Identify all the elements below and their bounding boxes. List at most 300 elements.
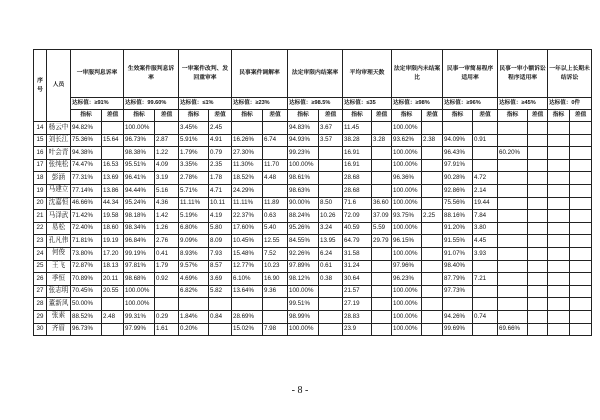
gap-cell [528, 323, 548, 336]
header-gap: 差值 [319, 110, 343, 122]
indicator-cell: 2.78% [179, 172, 209, 185]
indicator-cell: 31.24 [343, 260, 372, 273]
indicator-cell: 91.07% [443, 247, 473, 260]
header-gap: 差值 [263, 110, 288, 122]
gap-cell [209, 323, 232, 336]
person-name: 叶会青 [47, 147, 71, 160]
indicator-cell [498, 122, 528, 135]
indicator-cell: 99.51% [288, 298, 319, 311]
indicator-cell: 91.55% [443, 235, 473, 248]
indicator-cell: 96.73% [71, 323, 102, 336]
indicator-cell: 94.44% [124, 184, 155, 197]
gap-cell: 1.61 [155, 323, 179, 336]
indicator-cell: 91.20% [443, 222, 473, 235]
gap-cell: 36.60 [372, 197, 392, 210]
gap-cell: 2.87 [155, 134, 179, 147]
indicator-cell: 94.38% [71, 147, 102, 160]
header-indicator: 指标 [124, 110, 155, 122]
person-name: 马建立 [47, 184, 71, 197]
gap-cell: 18.60 [102, 222, 124, 235]
indicator-cell: 4.69% [179, 273, 209, 286]
page-number: - 8 - [291, 385, 309, 396]
gap-cell: 8.50 [319, 197, 343, 210]
header-group-title: 民事一审小额诉讼程序适用率 [498, 50, 548, 98]
person-name: 易松 [47, 222, 71, 235]
indicator-cell: 95.24% [124, 197, 155, 210]
indicator-cell: 50.00% [71, 298, 102, 311]
row-number: 25 [34, 260, 47, 273]
gap-cell: 4.45 [473, 235, 498, 248]
gap-cell: 3.69 [209, 273, 232, 286]
indicator-cell: 11.11% [179, 197, 209, 210]
gap-cell [473, 147, 498, 160]
gap-cell: 4.72 [473, 172, 498, 185]
table-row [34, 260, 592, 273]
person-name: 张纯松 [47, 159, 71, 172]
indicator-cell: 8.93% [179, 247, 209, 260]
indicator-cell: 38.28 [343, 134, 372, 147]
person-name: 何俊 [47, 247, 71, 260]
gap-cell [570, 285, 592, 298]
indicator-cell: 97.96% [392, 260, 422, 273]
header-indicator: 指标 [179, 110, 209, 122]
indicator-cell [498, 222, 528, 235]
gap-cell: 0.92 [155, 273, 179, 286]
gap-cell: 4.19 [209, 210, 232, 223]
indicator-cell: 96.36% [392, 172, 422, 185]
gap-cell: 4.09 [155, 159, 179, 172]
gap-cell: 5.59 [372, 222, 392, 235]
indicator-cell: 18.52% [232, 172, 263, 185]
gap-cell: 17.20 [102, 247, 124, 260]
indicator-cell: 90.00% [288, 197, 319, 210]
indicator-cell: 93.75% [392, 210, 422, 223]
gap-cell: 0.63 [263, 210, 288, 223]
indicator-cell: 100.00% [392, 159, 422, 172]
person-name: 王飞 [47, 260, 71, 273]
indicator-cell [498, 285, 528, 298]
gap-cell [528, 273, 548, 286]
indicator-cell [498, 159, 528, 172]
gap-cell: 19.19 [102, 235, 124, 248]
indicator-cell: 88.24% [288, 210, 319, 223]
header-group-target: 达标值：≥98% [392, 98, 443, 110]
gap-cell: 0.84 [209, 310, 232, 323]
gap-cell [422, 298, 443, 311]
indicator-cell: 94.82% [71, 122, 102, 135]
indicator-cell: 5.19% [179, 210, 209, 223]
gap-cell [102, 298, 124, 311]
indicator-cell [443, 122, 473, 135]
gap-cell [319, 147, 343, 160]
indicator-cell: 22.37% [232, 210, 263, 223]
gap-cell [422, 285, 443, 298]
indicator-cell [548, 147, 570, 160]
indicator-cell: 28.68 [343, 172, 372, 185]
header-indicator: 指标 [443, 110, 473, 122]
gap-cell [372, 310, 392, 323]
indicator-cell: 100.00% [124, 298, 155, 311]
indicator-cell: 3.35% [179, 159, 209, 172]
indicator-cell: 70.45% [71, 285, 102, 298]
row-number: 22 [34, 222, 47, 235]
indicator-cell: 96.84% [124, 235, 155, 248]
gap-cell [570, 172, 592, 185]
indicator-cell: 31.58 [343, 247, 372, 260]
gap-cell [570, 147, 592, 160]
indicator-cell: 94.26% [443, 310, 473, 323]
gap-cell [528, 159, 548, 172]
indicator-cell: 23.9 [343, 323, 372, 336]
row-number: 27 [34, 285, 47, 298]
indicator-cell: 6.80% [179, 222, 209, 235]
header-group-target: 达标值：0件 [548, 98, 592, 110]
indicator-cell: 94.93% [288, 134, 319, 147]
gap-cell: 0.41 [155, 247, 179, 260]
indicator-cell [548, 172, 570, 185]
indicator-cell: 99.23% [288, 147, 319, 160]
person-name: 齐眉 [47, 323, 71, 336]
indicator-cell: 21.57 [343, 285, 372, 298]
indicator-cell [548, 247, 570, 260]
indicator-cell: 16.26% [232, 134, 263, 147]
table-row [34, 273, 592, 286]
gap-cell [372, 184, 392, 197]
indicator-cell [232, 298, 263, 311]
gap-cell: 1.22 [155, 147, 179, 160]
header-group-target: 达标值：≥98.5% [288, 98, 343, 110]
table-row [34, 184, 592, 197]
indicator-cell: 100.00% [392, 222, 422, 235]
gap-cell: 2.45 [209, 122, 232, 135]
gap-cell: 11.70 [263, 159, 288, 172]
gap-cell: 37.09 [372, 210, 392, 223]
gap-cell [263, 184, 288, 197]
gap-cell [422, 184, 443, 197]
header-group-title: 民事案件调解率 [232, 50, 288, 98]
gap-cell [319, 298, 343, 311]
performance-table [33, 49, 592, 336]
indicator-cell: 60.20% [498, 147, 528, 160]
indicator-cell: 0.20% [179, 323, 209, 336]
gap-cell: 8.57 [209, 260, 232, 273]
gap-cell [263, 298, 288, 311]
gap-cell: 2.35 [209, 159, 232, 172]
indicator-cell [498, 247, 528, 260]
gap-cell: 6.74 [263, 134, 288, 147]
header-indicator: 指标 [71, 110, 102, 122]
indicator-cell: 28.69% [232, 310, 263, 323]
indicator-cell: 88.52% [71, 310, 102, 323]
indicator-cell [498, 210, 528, 223]
gap-cell [422, 122, 443, 135]
header-group-title: 法定审限内结案率 [288, 50, 343, 98]
gap-cell: 44.34 [102, 197, 124, 210]
row-number: 14 [34, 122, 47, 135]
gap-cell [570, 159, 592, 172]
gap-cell: 3.80 [473, 222, 498, 235]
indicator-cell [498, 260, 528, 273]
person-name: 张志明 [47, 285, 71, 298]
gap-cell: 4.36 [155, 197, 179, 210]
header-group-target: 达标值：≤35 [343, 98, 392, 110]
gap-cell: 3.24 [319, 222, 343, 235]
gap-cell [263, 147, 288, 160]
indicator-cell: 15.48% [232, 247, 263, 260]
gap-cell: 5.80 [209, 222, 232, 235]
table-row [34, 210, 592, 223]
gap-cell [528, 285, 548, 298]
table-body [34, 122, 592, 336]
indicator-cell: 73.80% [71, 247, 102, 260]
indicator-cell: 77.14% [71, 184, 102, 197]
gap-cell [473, 298, 498, 311]
indicator-cell: 100.00% [124, 285, 155, 298]
indicator-cell: 100.00% [288, 285, 319, 298]
indicator-cell [548, 210, 570, 223]
indicator-cell: 15.02% [232, 323, 263, 336]
indicator-cell [548, 222, 570, 235]
indicator-cell: 87.79% [443, 273, 473, 286]
header-indicator: 指标 [498, 110, 528, 122]
indicator-cell: 96.73% [124, 134, 155, 147]
gap-cell: 4.48 [263, 172, 288, 185]
indicator-cell: 24.29% [232, 184, 263, 197]
gap-cell: 7.52 [263, 247, 288, 260]
gap-cell [319, 323, 343, 336]
gap-cell: 12.55 [263, 235, 288, 248]
indicator-cell [548, 273, 570, 286]
header-group-target: 达标值：≥91% [71, 98, 124, 110]
row-number: 24 [34, 247, 47, 260]
indicator-cell: 1.84% [179, 310, 209, 323]
person-name: 孔凡伟 [47, 235, 71, 248]
indicator-cell: 30.64 [343, 273, 372, 286]
gap-cell [422, 247, 443, 260]
indicator-cell [548, 260, 570, 273]
gap-cell: 3.19 [155, 172, 179, 185]
indicator-cell: 100.00% [392, 122, 422, 135]
gap-cell: 18.13 [102, 260, 124, 273]
gap-cell [570, 184, 592, 197]
gap-cell [319, 159, 343, 172]
gap-cell: 2.48 [102, 310, 124, 323]
indicator-cell: 46.66% [71, 197, 102, 210]
gap-cell [155, 122, 179, 135]
indicator-cell [443, 298, 473, 311]
header-indicator: 指标 [343, 110, 372, 122]
gap-cell: 20.11 [102, 273, 124, 286]
indicator-cell: 72.40% [71, 222, 102, 235]
gap-cell [570, 134, 592, 147]
indicator-cell: 98.68% [124, 273, 155, 286]
table-row [34, 235, 592, 248]
gap-cell: 20.55 [102, 285, 124, 298]
table-row [34, 298, 592, 311]
gap-cell: 19.58 [102, 210, 124, 223]
gap-cell: 3.93 [473, 247, 498, 260]
person-name: 董新风 [47, 298, 71, 311]
indicator-cell: 40.59 [343, 222, 372, 235]
indicator-cell: 98.18% [124, 210, 155, 223]
gap-cell [102, 147, 124, 160]
gap-cell [372, 147, 392, 160]
gap-cell: 1.26 [155, 222, 179, 235]
indicator-cell: 99.31% [124, 310, 155, 323]
gap-cell: 19.44 [473, 197, 498, 210]
header-group-title: 民事一审简易程序适用率 [443, 50, 498, 98]
person-name: 杨云中 [47, 122, 71, 135]
gap-cell [528, 210, 548, 223]
gap-cell [473, 159, 498, 172]
header-indicator: 指标 [232, 110, 263, 122]
row-number: 21 [34, 210, 47, 223]
gap-cell [319, 172, 343, 185]
indicator-cell: 3.45% [179, 122, 209, 135]
gap-cell [473, 323, 498, 336]
gap-cell: 5.82 [209, 285, 232, 298]
gap-cell: 16.53 [102, 159, 124, 172]
header-indicator: 指标 [288, 110, 319, 122]
gap-cell: 4.71 [209, 184, 232, 197]
indicator-cell [498, 235, 528, 248]
indicator-cell: 96.23% [392, 273, 422, 286]
row-number: 20 [34, 197, 47, 210]
gap-cell: 15.64 [102, 134, 124, 147]
indicator-cell: 100.00% [392, 310, 422, 323]
gap-cell: 2.14 [473, 184, 498, 197]
indicator-cell: 100.00% [392, 323, 422, 336]
indicator-cell: 100.00% [392, 298, 422, 311]
table-row [34, 323, 592, 336]
indicator-cell: 69.66% [498, 323, 528, 336]
header-gap: 差值 [155, 110, 179, 122]
header-indicator: 指标 [392, 110, 422, 122]
indicator-cell: 75.56% [443, 197, 473, 210]
gap-cell [372, 298, 392, 311]
gap-cell [372, 159, 392, 172]
gap-cell [570, 273, 592, 286]
gap-cell [570, 323, 592, 336]
indicator-cell: 100.00% [288, 159, 319, 172]
gap-cell: 8.09 [209, 235, 232, 248]
indicator-cell: 77.31% [71, 172, 102, 185]
gap-cell: 3.67 [319, 122, 343, 135]
row-number: 19 [34, 184, 47, 197]
gap-cell [319, 310, 343, 323]
person-name: 张素 [47, 310, 71, 323]
indicator-cell: 28.68 [343, 184, 372, 197]
gap-cell [372, 285, 392, 298]
header-group-title: 一年以上长期未结诉讼 [548, 50, 592, 98]
indicator-cell: 100.00% [392, 197, 422, 210]
indicator-cell [548, 285, 570, 298]
table-row [34, 172, 592, 185]
header-group-target: 达标值：≥96% [443, 98, 498, 110]
indicator-cell: 100.00% [392, 147, 422, 160]
indicator-cell [548, 310, 570, 323]
indicator-cell: 100.00% [124, 122, 155, 135]
gap-cell [528, 247, 548, 260]
gap-cell: 29.79 [372, 235, 392, 248]
indicator-cell: 90.28% [443, 172, 473, 185]
table-row [34, 310, 592, 323]
row-number: 28 [34, 298, 47, 311]
row-number: 30 [34, 323, 47, 336]
gap-cell [570, 310, 592, 323]
indicator-cell: 100.00% [288, 323, 319, 336]
indicator-cell: 96.41% [124, 172, 155, 185]
table-row [34, 159, 592, 172]
indicator-cell: 95.51% [124, 159, 155, 172]
indicator-cell: 71.81% [71, 235, 102, 248]
indicator-cell: 98.99% [288, 310, 319, 323]
header-group-title: 生效案件服判息诉率 [124, 50, 179, 98]
gap-cell: 0.29 [155, 310, 179, 323]
indicator-cell: 98.38% [124, 147, 155, 160]
gap-cell [422, 235, 443, 248]
gap-cell: 7.21 [473, 273, 498, 286]
row-number: 16 [34, 147, 47, 160]
person-name: 马泽武 [47, 210, 71, 223]
indicator-cell: 11.11% [232, 197, 263, 210]
gap-cell [102, 323, 124, 336]
indicator-cell: 96.15% [392, 235, 422, 248]
gap-cell: 5.16 [155, 184, 179, 197]
indicator-cell [548, 122, 570, 135]
indicator-cell: 5.71% [179, 184, 209, 197]
indicator-cell: 97.99% [124, 323, 155, 336]
indicator-cell [548, 197, 570, 210]
gap-cell [372, 122, 392, 135]
gap-cell [319, 184, 343, 197]
header-person: 人员 [47, 50, 71, 122]
indicator-cell [548, 184, 570, 197]
indicator-cell: 88.16% [443, 210, 473, 223]
gap-cell: 2.38 [422, 134, 443, 147]
table-row [34, 122, 592, 135]
gap-cell: 7.93 [209, 247, 232, 260]
table-row [34, 197, 592, 210]
indicator-cell: 75.36% [71, 134, 102, 147]
gap-cell: 5.40 [263, 222, 288, 235]
gap-cell [570, 122, 592, 135]
gap-cell: 1.42 [155, 210, 179, 223]
indicator-cell: 95.26% [288, 222, 319, 235]
gap-cell [422, 172, 443, 185]
indicator-cell: 98.40% [443, 260, 473, 273]
gap-cell [570, 210, 592, 223]
indicator-cell: 1.79% [179, 147, 209, 160]
gap-cell [528, 298, 548, 311]
indicator-cell [179, 298, 209, 311]
table-row [34, 222, 592, 235]
indicator-cell: 11.30% [232, 159, 263, 172]
indicator-cell [498, 310, 528, 323]
gap-cell: 10.23 [263, 260, 288, 273]
row-number: 26 [34, 273, 47, 286]
indicator-cell [548, 323, 570, 336]
gap-cell: 6.24 [319, 247, 343, 260]
gap-cell [263, 122, 288, 135]
indicator-cell: 97.91% [443, 159, 473, 172]
header-gap: 差值 [209, 110, 232, 122]
gap-cell [155, 298, 179, 311]
indicator-cell: 100.00% [392, 184, 422, 197]
indicator-cell: 94.83% [288, 122, 319, 135]
gap-cell [528, 310, 548, 323]
indicator-cell: 99.19% [124, 247, 155, 260]
